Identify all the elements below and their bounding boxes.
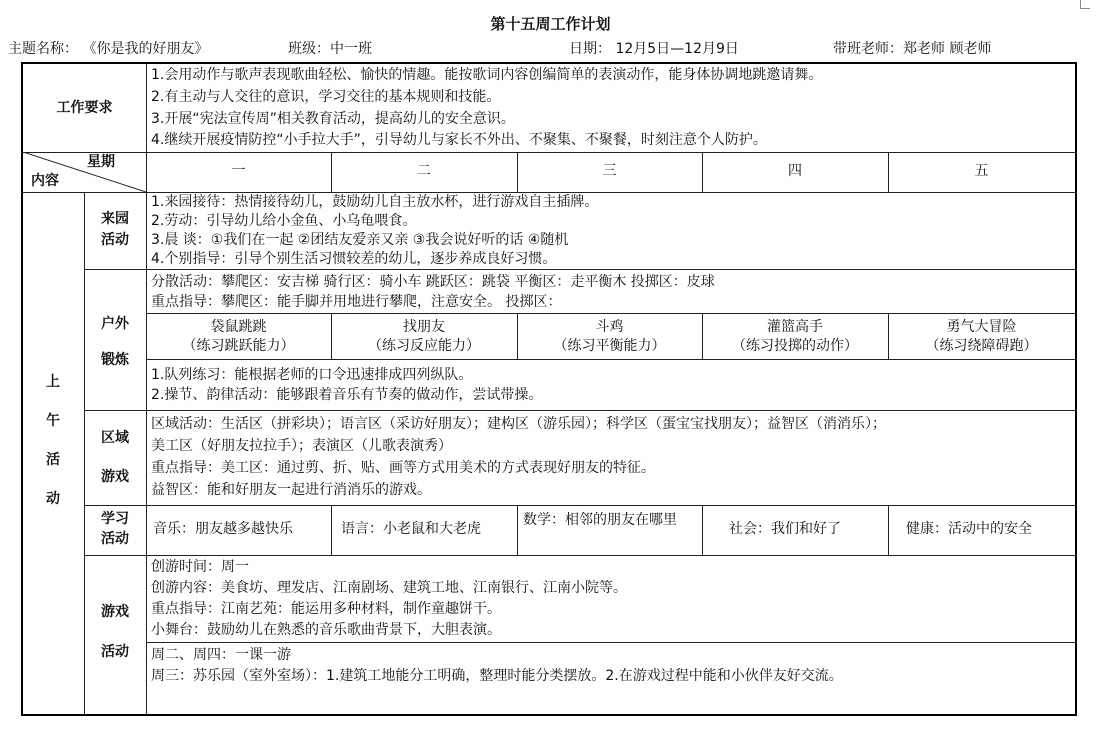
area-line: 美工区（好朋友拉拉手）；表演区（儿歌表演秀） <box>151 438 452 454</box>
col-divider <box>517 505 518 555</box>
area-line: 区域活动：生活区（拼彩块）；语言区（采访好朋友）；建构区（游乐园）；科学区（蛋宝宝找朋友）；益智区（消消乐）； <box>151 416 886 432</box>
arrival-label: 活动 <box>101 232 129 248</box>
requirement-item: 4.继续开展疫情防控“小手拉大手”，引导幼儿与家长不外出、不聚集、不聚餐，时刻注意个人防护。 <box>151 132 767 148</box>
day-fri: 五 <box>974 163 989 179</box>
outdoor-game-name: 找朋友 <box>403 319 445 335</box>
requirements-label: 工作要求 <box>56 100 113 116</box>
plan-table <box>21 62 1077 716</box>
lesson-fri: 健康：活动中的安全 <box>906 521 1032 537</box>
games-line: 周二、周四：一课一游 <box>151 647 291 663</box>
theme-name: 主题名称： 《你是我的好朋友》 <box>8 41 209 57</box>
corner-mark <box>1080 8 1090 9</box>
outdoor-label: 户外 <box>101 316 129 332</box>
col-divider <box>888 505 889 555</box>
outdoor-game-name: 斗鸡 <box>595 319 624 335</box>
arrival-line: 1.来园接待：热情接待幼儿，鼓励幼儿自主放水杯，进行游戏自主插牌。 <box>151 194 599 210</box>
row-divider <box>146 313 1075 314</box>
games-label: 游戏 <box>101 604 129 620</box>
outdoor-game-note: （练习跳跃能力） <box>182 338 295 354</box>
day-thu: 四 <box>788 163 802 179</box>
morning-label-3: 活 <box>46 452 60 468</box>
requirement-item: 2.有主动与人交往的意识，学习交往的基本规则和技能。 <box>151 89 501 105</box>
outdoor-game-name: 灌篮高手 <box>767 319 823 335</box>
outdoor-label: 锻炼 <box>101 352 129 368</box>
outdoor-game-note: （练习绕障碍跑） <box>925 338 1038 354</box>
outdoor-game-note: （练习反应能力） <box>368 338 480 354</box>
row-divider <box>146 359 1075 360</box>
weekday-label: 星期 <box>87 154 115 170</box>
games-line: 重点指导：江南艺苑：能运用多种材料，制作童趣饼干。 <box>151 601 501 617</box>
area-label: 游戏 <box>101 469 129 485</box>
day-tue: 二 <box>417 163 431 179</box>
outdoor-game-note: （练习平衡能力） <box>553 338 666 354</box>
lesson-wed: 数学：相邻的朋友在哪里 <box>523 512 677 528</box>
row-divider <box>84 269 1075 270</box>
arrival-line: 2.劳动：引导幼儿给小金鱼、小乌龟喂食。 <box>151 213 417 229</box>
outdoor-game-name: 勇气大冒险 <box>946 319 1017 335</box>
outdoor-game-note: （练习投掷的动作） <box>732 338 858 354</box>
row-divider <box>84 505 1075 506</box>
games-line: 创游时间：周一 <box>151 559 249 575</box>
games-line: 小舞台：鼓励幼儿在熟悉的音乐歌曲背景下，大胆表演。 <box>151 622 501 638</box>
games-line: 创游内容：美食坊、理发店、江南剧场、建筑工地、江南银行、江南小院等。 <box>151 580 627 596</box>
content-label: 内容 <box>31 173 59 189</box>
arrival-line: 3.晨 谈：①我们在一起 ②团结友爱亲又亲 ③我会说好听的话 ④随机 <box>151 232 569 248</box>
day-mon: 一 <box>231 163 246 179</box>
outdoor-key-guide: 重点指导：攀爬区：能手脚并用地进行攀爬，注意安全。 投掷区： <box>151 294 562 310</box>
page-title: 第十五周工作计划 <box>490 15 611 33</box>
outdoor-drill: 1.队列练习：能根据老师的口令迅速排成四列纵队。 <box>151 367 473 383</box>
area-line: 益智区：能和好朋友一起进行消消乐的游戏。 <box>151 482 431 498</box>
requirement-item: 3.开展“宪法宣传周”相关教育活动，提高幼儿的安全意识。 <box>151 111 515 127</box>
area-label: 区域 <box>101 430 129 446</box>
games-label: 活动 <box>101 644 129 660</box>
lesson-tue: 语言：小老鼠和大老虎 <box>341 521 481 537</box>
games-line: 周三：苏乐园（室外室场）：1.建筑工地能分工明确，整理时能分类摆放。2.在游戏过程中能和小伙伴友好交流。 <box>151 668 843 684</box>
outdoor-free-play: 分散活动：攀爬区：安吉梯 骑行区：骑小车 跳跃区：跳袋 平衡区：走平衡木 投掷区：皮球 <box>151 274 715 290</box>
learning-label: 活动 <box>101 531 129 547</box>
outdoor-game-name: 袋鼠跳跳 <box>210 319 267 335</box>
lesson-thu: 社会：我们和好了 <box>729 521 841 537</box>
morning-label-1: 上 <box>46 374 60 390</box>
learning-label: 学习 <box>101 511 129 527</box>
corner-mark <box>1080 0 1081 8</box>
day-wed: 三 <box>602 163 617 179</box>
class-name: 班级：中一班 <box>288 41 372 57</box>
morning-label-2: 午 <box>46 413 60 429</box>
requirement-item: 1.会用动作与歌声表现歌曲轻松、愉快的情趣。能按歌词内容创编简单的表演动作，能身体协调地跳邀请舞。 <box>151 67 823 83</box>
arrival-label: 来园 <box>101 211 129 227</box>
row-divider <box>84 555 1075 556</box>
row-divider <box>146 642 1075 643</box>
date-range: 日期： 12月5日—12月9日 <box>569 41 739 57</box>
row-divider <box>84 410 1075 411</box>
morning-label-4: 动 <box>46 491 60 507</box>
lesson-mon: 音乐：朋友越多越快乐 <box>153 521 293 537</box>
area-line: 重点指导：美工区：通过剪、折、贴、画等方式用美术的方式表现好朋友的特征。 <box>151 460 655 476</box>
col-divider <box>702 505 703 555</box>
outdoor-drill: 2.操节、韵律活动：能够跟着音乐有节奏的做动作，尝试带操。 <box>151 387 543 403</box>
col-divider <box>331 505 332 555</box>
col-divider <box>84 192 85 714</box>
arrival-line: 4.个别指导：引导个别生活习惯较差的幼儿，逐步养成良好习惯。 <box>151 251 557 267</box>
teachers: 带班老师：郑老师 顾老师 <box>833 41 992 57</box>
row-divider <box>23 152 1075 153</box>
